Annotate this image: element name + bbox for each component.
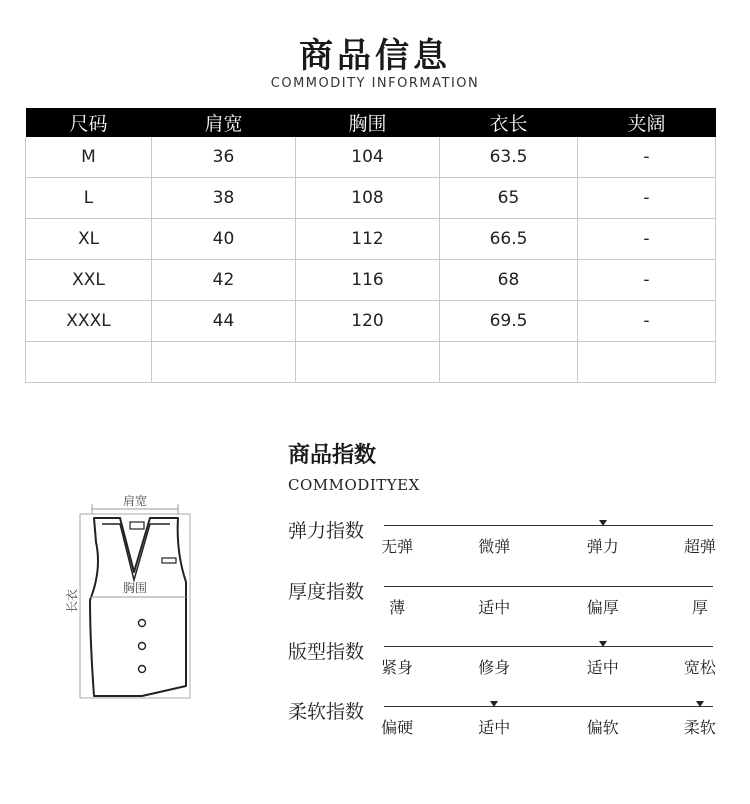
index-option: 宽松: [683, 658, 716, 677]
index-option: 适中: [478, 718, 511, 737]
size-table: [25, 108, 716, 383]
table-cell: [296, 342, 440, 383]
page-title: 商品信息: [299, 36, 451, 76]
index-option: 适中: [478, 598, 511, 617]
table-cell: XXL: [26, 260, 152, 301]
index-option: 超弹: [683, 537, 716, 556]
table-cell: [440, 342, 578, 383]
table-cell: 120: [296, 301, 440, 342]
index-marker: [490, 701, 498, 707]
size-table-header: [26, 108, 716, 137]
table-cell: -: [578, 137, 716, 178]
index-option: 偏厚: [586, 598, 619, 617]
table-cell: 104: [296, 137, 440, 178]
index-scale-line: [384, 706, 713, 707]
table-cell: 63.5: [440, 137, 578, 178]
table-cell: -: [578, 219, 716, 260]
table-cell: 42: [152, 260, 296, 301]
table-cell: 108: [296, 178, 440, 219]
header-armhole: 夹阔: [578, 108, 716, 137]
table-row: [26, 219, 716, 260]
button: [139, 666, 146, 673]
table-cell: XXXL: [26, 301, 152, 342]
index-row: [288, 697, 716, 747]
index-scale-line: [384, 586, 713, 587]
table-cell: XL: [26, 219, 152, 260]
table-cell: [578, 342, 716, 383]
index-row: [288, 516, 716, 566]
index-marker: [599, 520, 607, 526]
table-cell: 69.5: [440, 301, 578, 342]
index-option: 微弹: [478, 537, 511, 556]
shoulder-measure: [92, 493, 178, 514]
index-row: [288, 577, 713, 627]
table-cell: 66.5: [440, 219, 578, 260]
table-cell: [152, 342, 296, 383]
index-label: 厚度指数: [288, 581, 365, 603]
table-cell: M: [26, 137, 152, 178]
index-marker: [599, 641, 607, 647]
table-row: [26, 342, 716, 383]
index-label: 版型指数: [288, 641, 365, 663]
index-label: 弹力指数: [288, 520, 365, 542]
button: [139, 643, 146, 650]
table-cell: 44: [152, 301, 296, 342]
table-cell: -: [578, 260, 716, 301]
table-cell: 38: [152, 178, 296, 219]
vest-diagram: [58, 490, 198, 705]
index-option: 无弹: [381, 537, 414, 556]
table-row: [26, 301, 716, 342]
index-option: 弹力: [586, 537, 619, 556]
table-cell: -: [578, 178, 716, 219]
table-row: [26, 137, 716, 178]
table-cell: 68: [440, 260, 578, 301]
table-cell: -: [578, 301, 716, 342]
header-length: 衣长: [440, 108, 578, 137]
index-option: 偏硬: [381, 718, 414, 737]
table-cell: 116: [296, 260, 440, 301]
header-chest: 胸围: [296, 108, 440, 137]
index-row: [288, 637, 716, 687]
index-option: 厚: [691, 598, 708, 617]
button: [139, 620, 146, 627]
table-cell: [26, 342, 152, 383]
table-cell: 36: [152, 137, 296, 178]
index-scale-line: [384, 646, 713, 647]
chest-label: 胸围: [122, 581, 148, 595]
page-subtitle: COMMODITY INFORMATION: [270, 76, 480, 91]
header-shoulder: 肩宽: [152, 108, 296, 137]
index-option: 适中: [586, 658, 619, 677]
table-cell: 40: [152, 219, 296, 260]
index-label: 柔软指数: [288, 701, 365, 723]
index-marker: [696, 701, 704, 707]
index-option: 偏软: [586, 718, 619, 737]
shoulder-label: 肩宽: [122, 494, 148, 508]
index-option: 薄: [389, 598, 406, 617]
header-size: 尺码: [26, 108, 152, 137]
table-cell: 65: [440, 178, 578, 219]
index-scale-line: [384, 525, 713, 526]
table-cell: 112: [296, 219, 440, 260]
table-row: [26, 260, 716, 301]
index-title: 商品指数: [288, 443, 377, 468]
length-label: 长衣: [65, 588, 79, 614]
index-option: 紧身: [381, 658, 414, 677]
index-subtitle: COMMODITYEX: [288, 476, 420, 494]
table-cell: L: [26, 178, 152, 219]
index-option: 修身: [478, 658, 511, 677]
table-row: [26, 178, 716, 219]
index-option: 柔软: [683, 718, 716, 737]
